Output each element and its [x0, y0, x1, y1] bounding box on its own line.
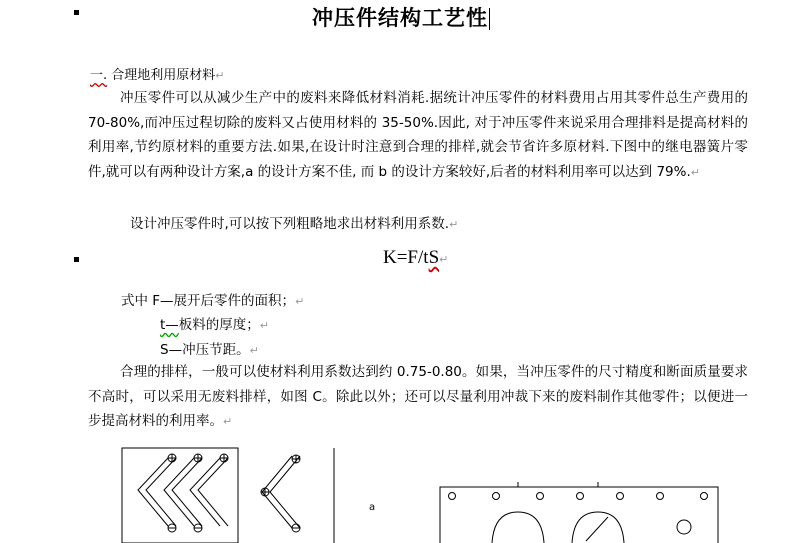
paragraph-mark: ↵: [223, 415, 233, 428]
paragraph-2-text: 设计冲压零件时,可以按下列粗略地求出材料利用系数.: [130, 216, 450, 232]
figure-a-strip: [122, 448, 238, 543]
heading-text: 合理地利用原材料: [111, 68, 216, 83]
definition-t-var: t—: [160, 317, 179, 333]
paragraph-3-text: 合理的排样，一般可以使材料利用系数达到约 0.75-0.80。如果，当冲压零件的尺寸精度和断面质量要求不高时，可以采用无废料排样，如图 C。除此以外；还可以尽量利用冲裁下来的废料制作其他零件；以便进一步提高材料的利用率。: [88, 364, 748, 429]
definition-s-text: S—冲压节距。: [160, 342, 250, 358]
paragraph-mark: ↵: [295, 295, 305, 308]
figure-b-strip: [440, 482, 718, 543]
paragraph-mark: ↵: [259, 319, 270, 332]
definition-t-text: 板料的厚度；: [178, 317, 260, 333]
figure-a-part: [261, 448, 334, 543]
formula-main: K=F/t: [383, 247, 429, 268]
paragraph-mark: ↵: [439, 253, 449, 266]
definition-f-text: 式中 F—展开后零件的面积；: [121, 293, 296, 309]
paragraph-mark: ↵: [690, 165, 700, 179]
figure-label: a: [369, 502, 376, 513]
title-text: 冲压件结构工艺性: [312, 6, 488, 30]
paragraph-1-text: 冲压零件可以从减少生产中的废料来降低材料消耗.据统计冲压零件的材料费用占用其零件总生产费用的 70-80%,而冲压过程切除的废料又占使用材料的 35-50%.因此, 对于冲压零件来说采用合理排料是提高材料的利用率,节约原材料的重要方法.如果,在设计时注意到合理的排样,就会节省许多原材料.下图中的继电器簧片零件,就可以有两种设计方案,a 的设计方案不佳, 而 b 的设计方案较好,后者的材料利用率可以达到 79%.: [88, 90, 748, 180]
paragraph-mark: ↵: [215, 69, 225, 82]
paragraph-mark: ↵: [449, 218, 459, 231]
formula-tail: S: [428, 247, 440, 268]
paragraph-mark: ↵: [249, 344, 259, 357]
heading-number: 一.: [90, 68, 108, 83]
